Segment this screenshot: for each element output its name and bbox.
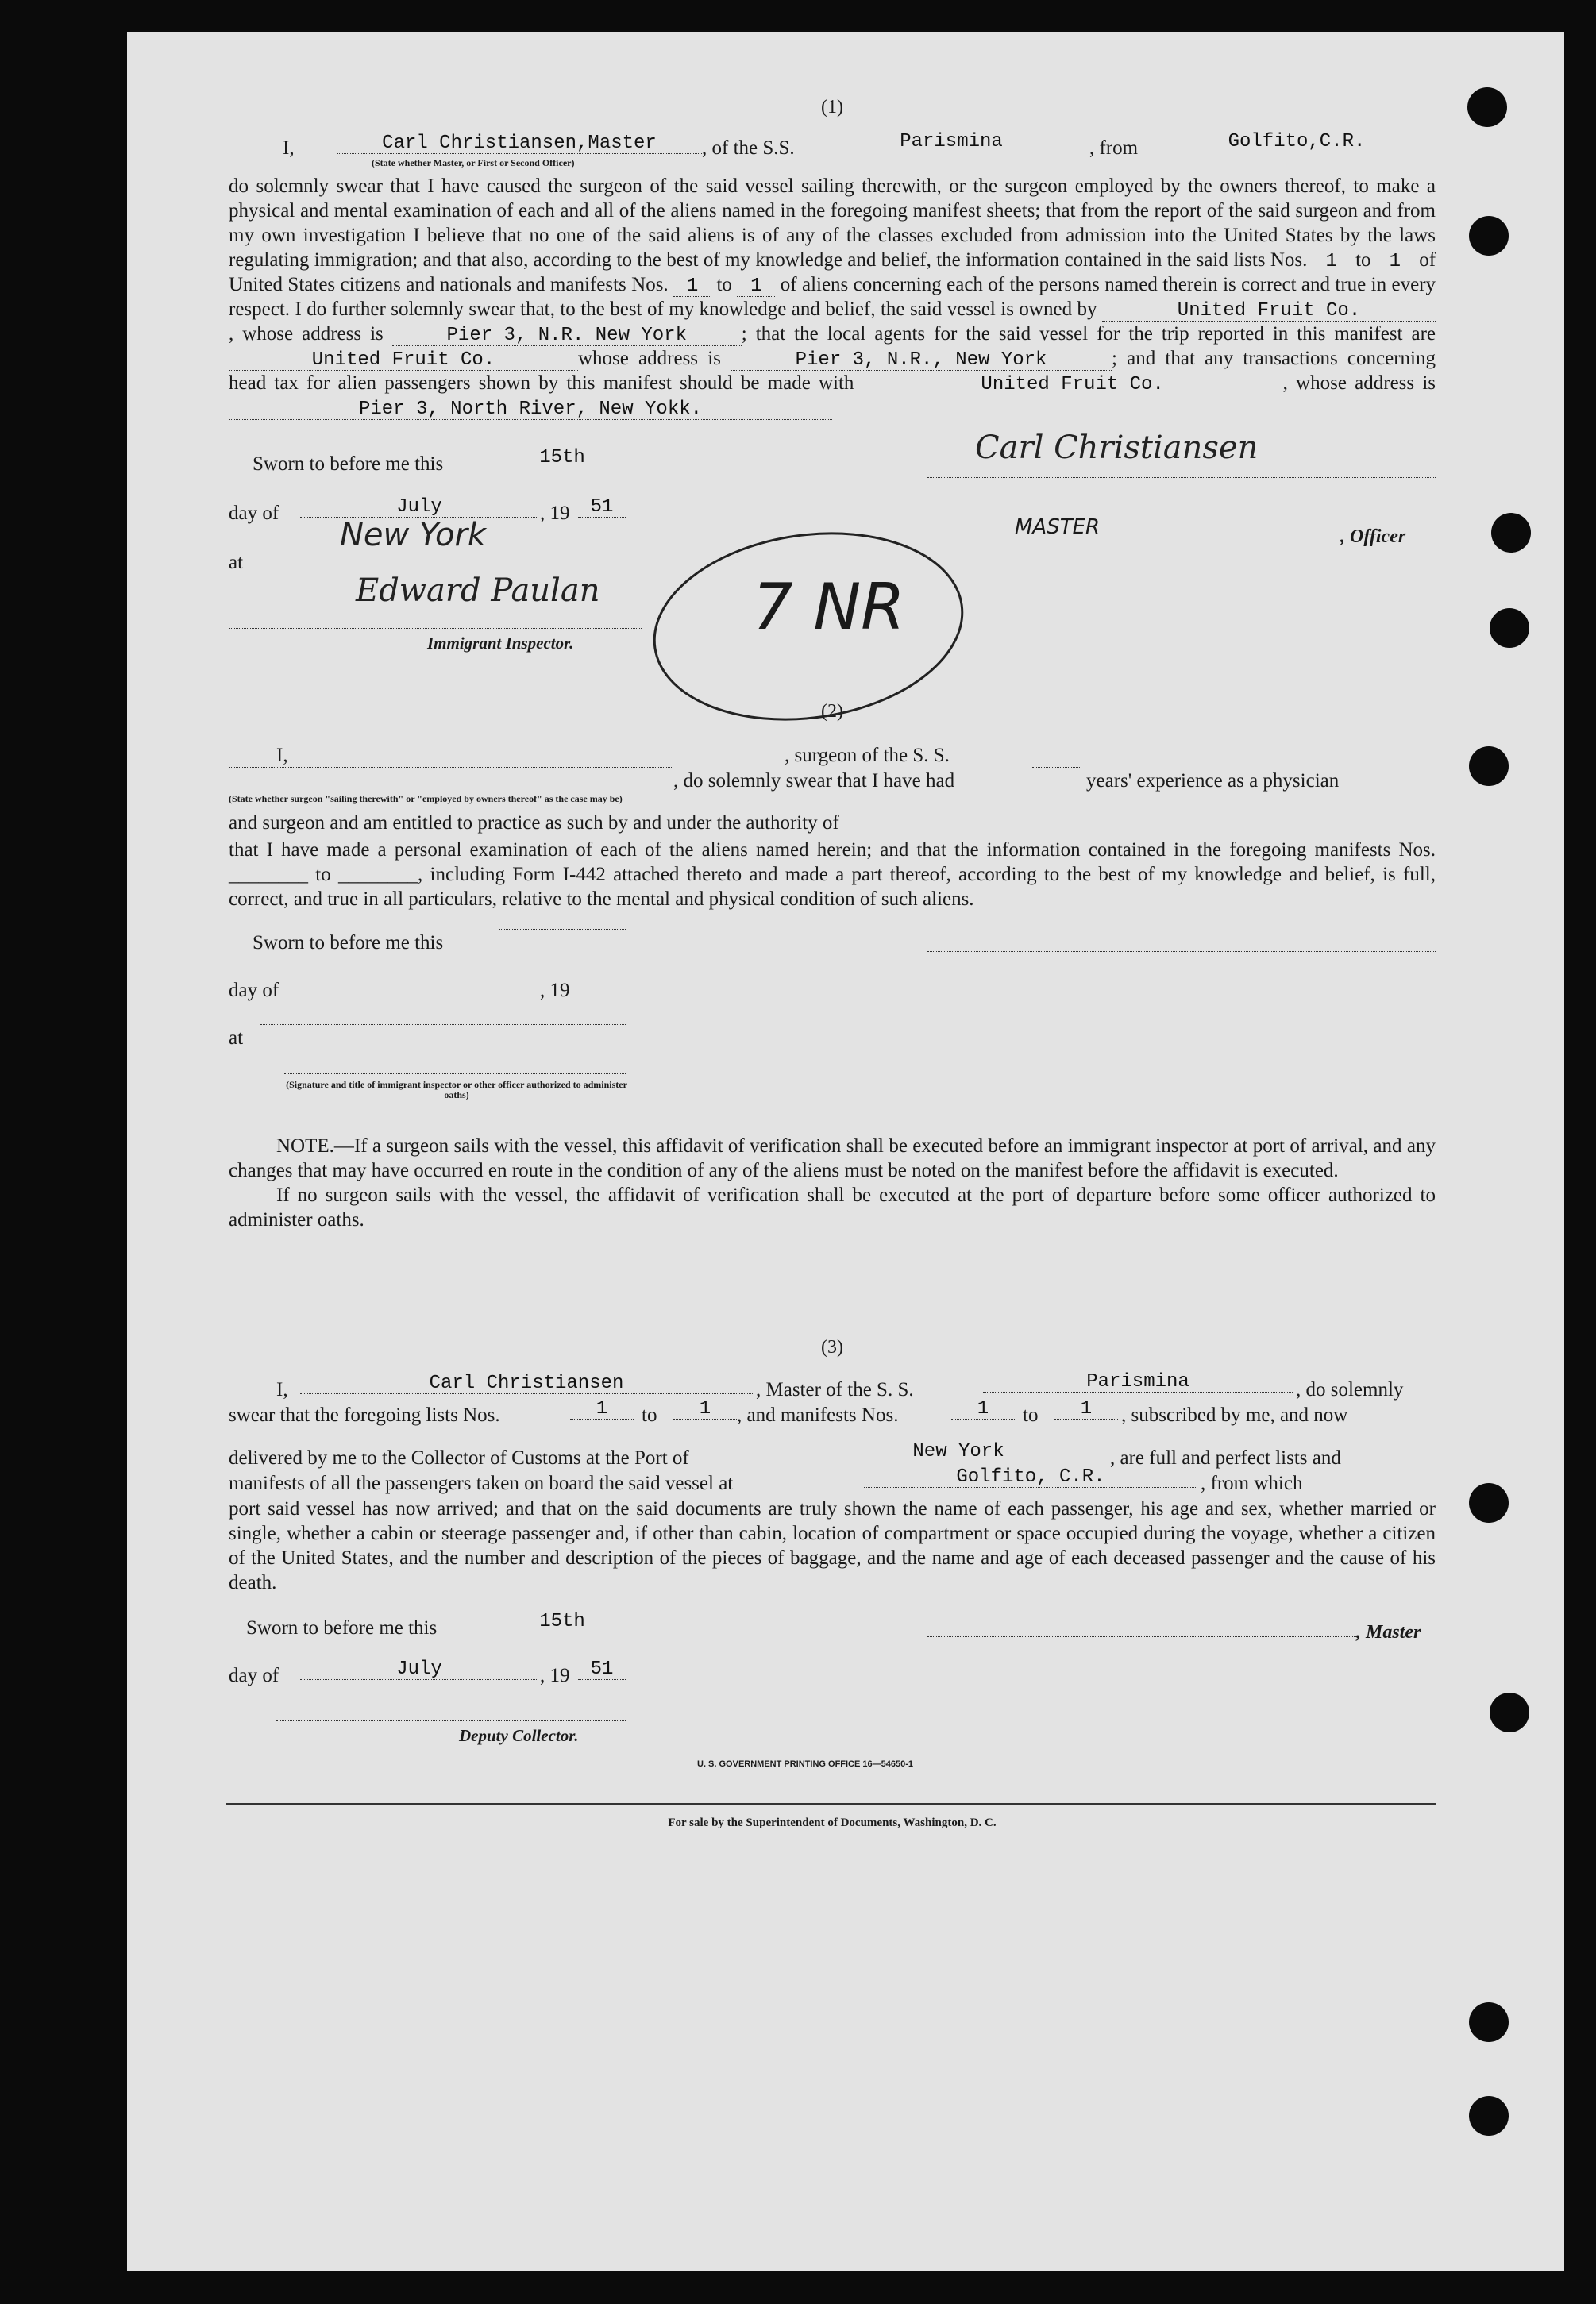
section-2-body: that I have made a personal examination of each of the aliens named herein; and that the information contained in the foregoing manifests Nos. ________ to ________, including Form I-442 attached thereto and made a part thereof, according to the best of my knowledge and belief, is full, correct, and true in all particulars, relative to the mental and physical condition of such aliens.	[229, 839, 1436, 910]
punch-hole	[1469, 216, 1509, 256]
surgeon-role-field	[229, 767, 673, 768]
inspector-title: Immigrant Inspector.	[427, 634, 574, 653]
head-tax-address-field: Pier 3, North River, New Yokk.	[229, 400, 832, 420]
form-content	[229, 95, 1436, 1836]
section-2-line-1: I, , surgeon of the S. S. , do solemnly swear that I have had years' experience as a physician	[229, 740, 1436, 791]
section-1-number: (1)	[821, 97, 843, 118]
section-3-master-field: Carl Christiansen	[300, 1374, 753, 1394]
section-3-port-lines: delivered by me to the Collector of Customs at the Port of New York , are full and perfect lists and manifests of all the passengers taken on board the said vessel at Golfito, C.R. , from which	[229, 1441, 1341, 1494]
port-field: New York	[811, 1443, 1105, 1462]
origin-field: Golfito,C.R.	[1158, 133, 1436, 152]
officer-label: , Officer	[1340, 526, 1406, 547]
owner-field: United Fruit Co.	[1102, 302, 1436, 322]
vessel-field: Parismina	[816, 133, 1086, 152]
surgeon-of-label: , surgeon of the S. S.	[785, 745, 950, 766]
section-2-line-3: and surgeon and am entitled to practice as such by and under the authority of	[229, 811, 1436, 838]
surgeon-signature-line	[927, 951, 1436, 952]
section-2-signatures: Sworn to before me this day of , 19 at (Signature and title of immigrant inspector or other officer authorized to administer oaths)	[229, 927, 1436, 1134]
month-field: July	[300, 498, 538, 518]
year-field: 51	[578, 498, 626, 518]
stamp-text: 7 NR	[753, 570, 905, 644]
punch-hole	[1490, 1693, 1529, 1732]
section-3-sworn-day: 15th	[499, 1612, 626, 1632]
head-tax-party-field: United Fruit Co.	[862, 376, 1283, 395]
master-signature-line	[927, 477, 1436, 478]
lead-i: I,	[283, 137, 295, 159]
place-handwritten: New York	[340, 517, 487, 553]
punch-hole	[1469, 1483, 1509, 1523]
inspector-blank-line	[284, 1073, 626, 1074]
master-signature: Carl Christiansen	[975, 430, 1259, 466]
master-label: , Master	[1356, 1622, 1421, 1643]
departure-field: Golfito, C.R.	[864, 1468, 1197, 1488]
printing-office: U. S. GOVERNMENT PRINTING OFFICE 16—54650-1	[697, 1759, 914, 1769]
surgeon-role-hint: (State whether surgeon "sailing therewith" or "employed by owners thereof" as the case may be)	[229, 793, 623, 804]
signature-caption: (Signature and title of immigrant inspector or other officer authorized to administer oaths)	[286, 1079, 627, 1100]
punch-hole	[1469, 2096, 1509, 2136]
deputy-line	[276, 1720, 626, 1721]
role-hint: (State whether Master, or First or Second Officer)	[372, 157, 575, 168]
section-1-header-line	[229, 128, 1436, 174]
deputy-label: Deputy Collector.	[459, 1726, 579, 1745]
section-3-lines: I, Carl Christiansen , Master of the S. S. Parismina , do solemnly swear that the foregoing lists Nos. 1 to 1 , and manifests Nos. 1 to 1 , subscribed by me, and now	[229, 1371, 1404, 1426]
punch-hole	[1491, 513, 1531, 553]
section-3-manifests-to: 1	[1054, 1400, 1118, 1420]
sworn-day-blank	[499, 929, 626, 930]
section-2-number: (2)	[821, 701, 843, 722]
at-label: at	[229, 552, 244, 573]
section-3-lists-to: 1	[673, 1400, 737, 1420]
section-3-signatures: Sworn to before me this 15th , Master day of July , 19 51 Deputy Collector. U. S. GOVERNMENT PRINTING OFFICE 16—54650-1	[229, 1612, 1436, 1771]
years-field	[1032, 767, 1080, 768]
officer-rank-handwritten: MASTER	[1015, 515, 1101, 539]
section-3-lists-from: 1	[570, 1400, 634, 1420]
section-3-number: (3)	[821, 1337, 843, 1358]
lists-from-field: 1	[1313, 252, 1351, 272]
of-the-ss-label: , of the S.S.	[702, 137, 795, 159]
footer-rule	[226, 1803, 1436, 1805]
section-3-body: port said vessel has now arrived; and that on the said documents are truly shown the name of each passenger, his age and sex, whether married or single, whether a cabin or steerage passenger and, if other than cabin, location of compartment or space occupied during the voyage, whether a citizen of the United States, and the number and description of the pieces of baggage, and the name and age of each deceased passenger and the cause of his death.	[229, 1498, 1436, 1593]
section-3-year: 51	[578, 1660, 626, 1680]
section-3-master-line	[927, 1636, 1356, 1637]
agents-field: United Fruit Co.	[229, 351, 578, 371]
document-page	[127, 32, 1564, 2271]
agents-address-field: Pier 3, N.R., New York	[731, 351, 1112, 371]
punch-hole	[1490, 608, 1529, 648]
from-label: , from	[1089, 137, 1139, 159]
inspector-signature-line	[229, 628, 642, 629]
footer-for-sale: For sale by the Superintendent of Documents, Washington, D. C.	[668, 1817, 997, 1829]
section-3-month: July	[300, 1660, 538, 1680]
manifests-to-field: 1	[737, 277, 775, 297]
note-1: NOTE.—If a surgeon sails with the vessel, this affidavit of verification shall be executed before an immigrant inspector at port of arrival, and any changes that may have occurred en route in the condition of any of the aliens must be noted on the manifest before the affidavit is executed.	[229, 1135, 1436, 1181]
punch-hole	[1467, 87, 1507, 127]
place-blank	[260, 1024, 626, 1025]
section-1-body: do solemnly swear that I have caused the surgeon of the said vessel sailing therewith, or the surgeon employed by the owners thereof, to make a physical and mental examination of each and all of the aliens named in the foregoing manifest sheets; that from the report of the said surgeon and from my own investigation I believe that no one of the said aliens is of any of the classes excluded from admission into the United States by the laws regulating immigration; and that also, according to the best of my knowledge and belief, the information contained in the said lists Nos. 1 to 1 of United States citizens and nationals and manifests Nos. 1 to 1 of aliens concerning each of the persons named therein is correct and true in every respect. I do further solemnly swear that, to the best of my knowledge and belief, the said vessel is owned by United Fruit Co., whose address is Pier 3, N.R. New York ; that the local agents for the said vessel for the trip reported in this manifest are United Fruit Co. whose address is Pier 3, N.R., New York ; and that any transactions concerning head tax for alien passengers shown by this manifest should be made with United Fruit Co. , whose address is Pier 3, North River, New Yokk.	[229, 175, 1436, 420]
note-2: If no surgeon sails with the vessel, the affidavit of verification shall be executed at the port of departure before some officer authorized to administer oaths.	[229, 1185, 1436, 1231]
manifests-from-field: 1	[673, 277, 711, 297]
year-prefix: , 19	[540, 503, 570, 524]
day-of-label: day of	[229, 503, 279, 524]
section-3-vessel-field: Parismina	[983, 1373, 1293, 1393]
section-1-signatures	[229, 420, 1436, 682]
inspector-signature: Edward Paulan	[356, 572, 600, 609]
section-3-manifests-from: 1	[951, 1400, 1015, 1420]
lists-to-field: 1	[1376, 252, 1414, 272]
punch-hole	[1469, 2002, 1509, 2042]
owner-address-field: Pier 3, N.R. New York	[392, 326, 742, 346]
sworn-label: Sworn to before me this	[253, 453, 444, 475]
sworn-day-field: 15th	[499, 449, 626, 468]
punch-hole	[1469, 746, 1509, 786]
master-name-field: Carl Christiansen,Master	[337, 134, 702, 154]
